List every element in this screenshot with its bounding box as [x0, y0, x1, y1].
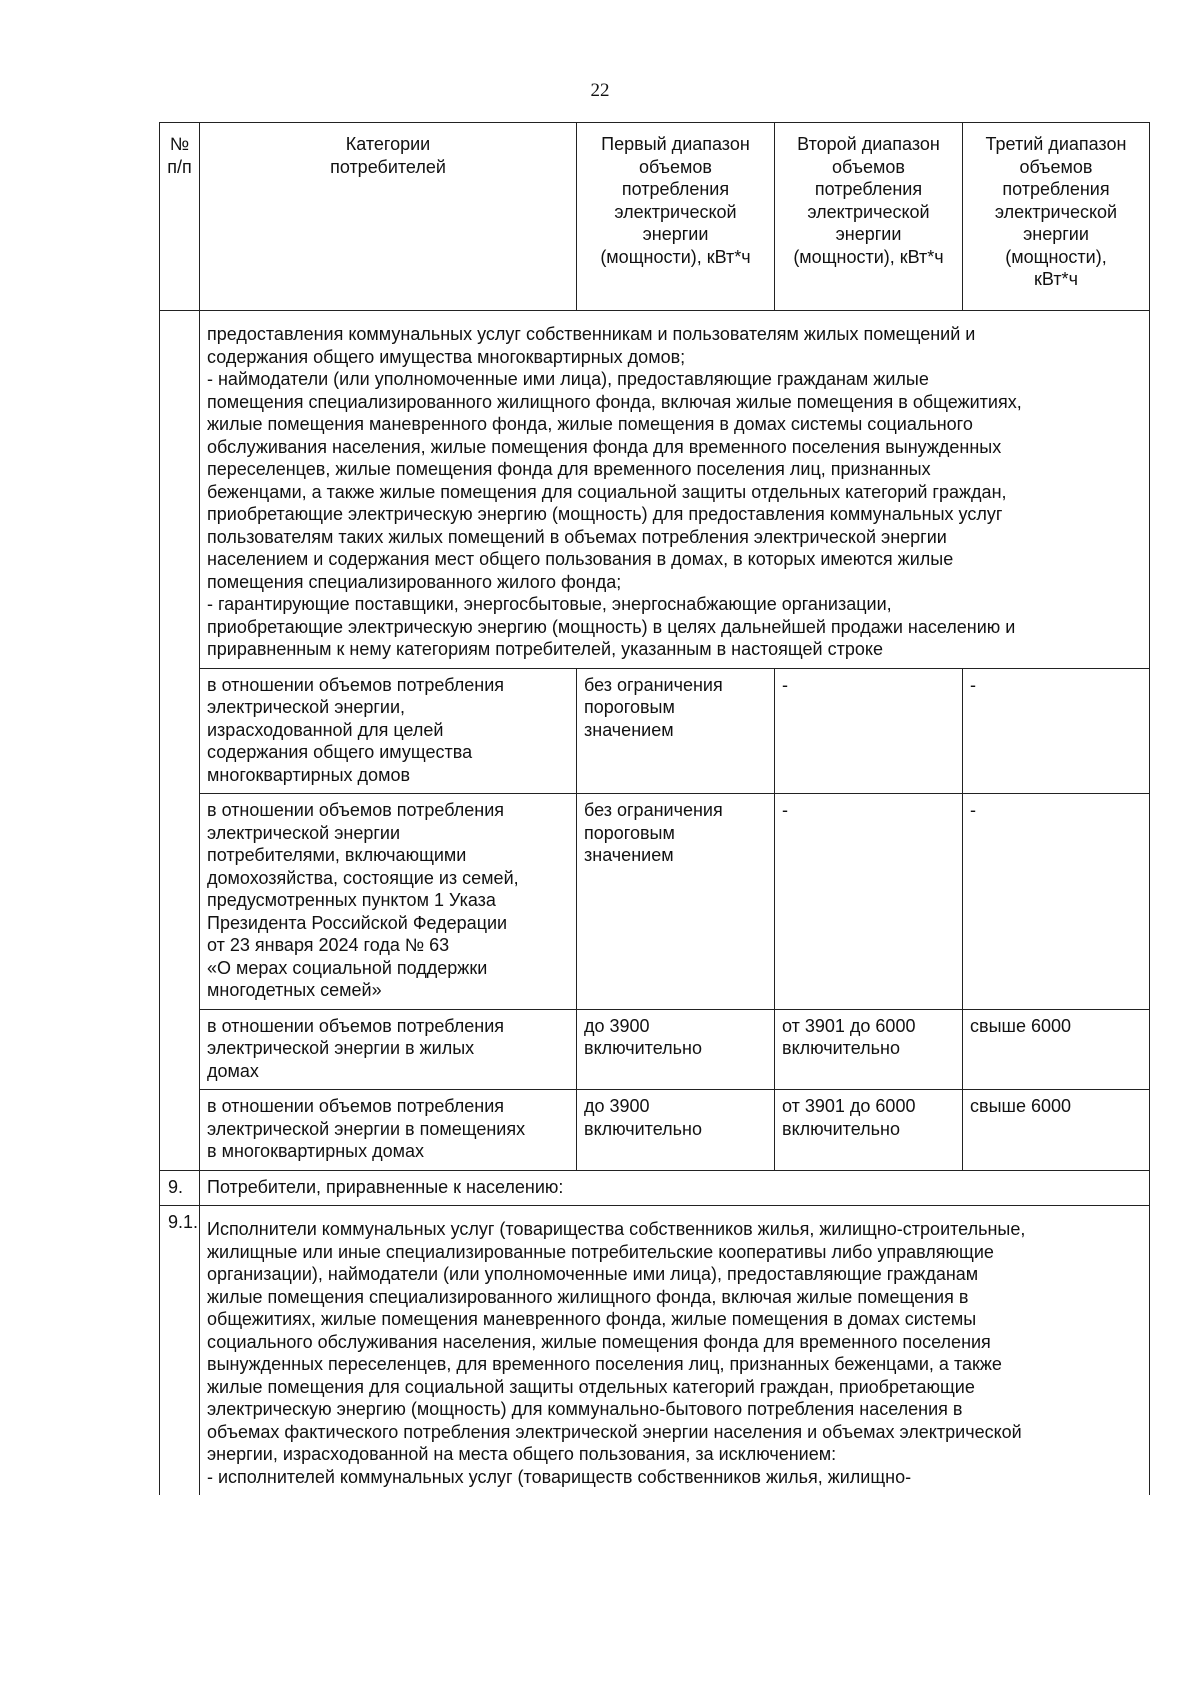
continuation-row [160, 311, 1150, 669]
row-category: в отношении объемов потребления электрической энергии потребителями, включающими домохозяйства, состоящие из семей, предусмотренных пунктом 1 Указа Президента Российской Федерации от 23 января 2024 года № 63 «О мерах социальной поддержки многодетных семей» [200, 794, 577, 1010]
row-category: в отношении объемов потребления электрической энергии в помещениях в многоквартирных домах [200, 1090, 577, 1171]
header-category: Категории потребителей [200, 123, 577, 311]
row-range-3: - [963, 794, 1150, 1010]
header-range-3: Третий диапазон объемов потребления электрической энергии (мощности), кВт*ч [963, 123, 1150, 311]
table-header-row [160, 123, 1150, 311]
table-row [160, 1090, 1150, 1171]
tariff-table [159, 122, 1150, 1495]
section-9-number: 9. [160, 1170, 200, 1206]
row-category: в отношении объемов потребления электрической энергии, израсходованной для целей содержания общего имущества многоквартирных домов [200, 668, 577, 794]
section-9-text: Потребители, приравненные к населению: [200, 1170, 1150, 1206]
row-range-2: от 3901 до 6000 включительно [775, 1090, 963, 1171]
continuation-text: предоставления коммунальных услуг собственникам и пользователям жилых помещений и содержания общего имущества многоквартирных домов; - наймодатели (или уполномоченные ими лица), предоставляющие гражданам жилые помещения специализированного жилищного фонда, включая жилые помещения в общежитиях, жилые помещения маневренного фонда, жилые помещения в домах системы социального обслуживания населения, жилые помещения фонда для временного поселения вынужденных переселенцев, жилые помещения фонда для временного поселения лиц, признанных беженцами, а также жилые помещения для социальной защиты отдельных категорий граждан, приобретающие электрическую энергию (мощность) для предоставления коммунальных услуг пользователям таких жилых помещений в объемах потребления электрической энергии населением и содержания мест общего пользования в домах, в которых имеются жилые помещения специализированного жилого фонда; - гарантирующие поставщики, энергосбытовые, энергоснабжающие организации, приобретающие электрическую энергию (мощность) в целях дальнейшей продажи населению и приравненным к нему категориям потребителей, указанным в настоящей строке [200, 311, 1150, 669]
row-range-3: - [963, 668, 1150, 794]
header-number: № п/п [160, 123, 200, 311]
row-range-2: от 3901 до 6000 включительно [775, 1009, 963, 1090]
row-range-2: - [775, 794, 963, 1010]
header-range-1: Первый диапазон объемов потребления электрической энергии (мощности), кВт*ч [577, 123, 775, 311]
row-range-1: до 3900 включительно [577, 1009, 775, 1090]
row-range-1: без ограничения пороговым значением [577, 794, 775, 1010]
page-number: 22 [590, 80, 610, 101]
row-range-3: свыше 6000 [963, 1090, 1150, 1171]
header-range-2: Второй диапазон объемов потребления электрической энергии (мощности), кВт*ч [775, 123, 963, 311]
table-row [160, 668, 1150, 794]
section-9-row [160, 1170, 1150, 1206]
row-number-empty [160, 311, 200, 1171]
row-range-2: - [775, 668, 963, 794]
row-range-1: без ограничения пороговым значением [577, 668, 775, 794]
row-category: в отношении объемов потребления электрической энергии в жилых домах [200, 1009, 577, 1090]
table-row [160, 1009, 1150, 1090]
section-9-1-number: 9.1. [160, 1206, 200, 1496]
section-9-1-text: Исполнители коммунальных услуг (товарищества собственников жилья, жилищно-строительные, жилищные или иные специализированные потребительские кооперативы либо управляющие организации), наймодатели (или уполномоченные ими лица), предоставляющие гражданам жилые помещения специализированного жилищного фонда, включая жилые помещения в общежитиях, жилые помещения маневренного фонда, жилые помещения в домах системы социального обслуживания населения, жилые помещения фонда для временного поселения вынужденных переселенцев, для временного поселения лиц, признанных беженцами, а также жилые помещения для социальной защиты отдельных категорий граждан, приобретающие электрическую энергию (мощность) для коммунально-бытового потребления населения в объемах фактического потребления электрической энергии населения и объемах электрической энергии, израсходованной на места общего пользования, за исключением: - исполнителей коммунальных услуг (товариществ собственников жилья, жилищно- [200, 1206, 1150, 1496]
table-row [160, 794, 1150, 1010]
row-range-1: до 3900 включительно [577, 1090, 775, 1171]
row-range-3: свыше 6000 [963, 1009, 1150, 1090]
section-9-1-row [160, 1206, 1150, 1496]
